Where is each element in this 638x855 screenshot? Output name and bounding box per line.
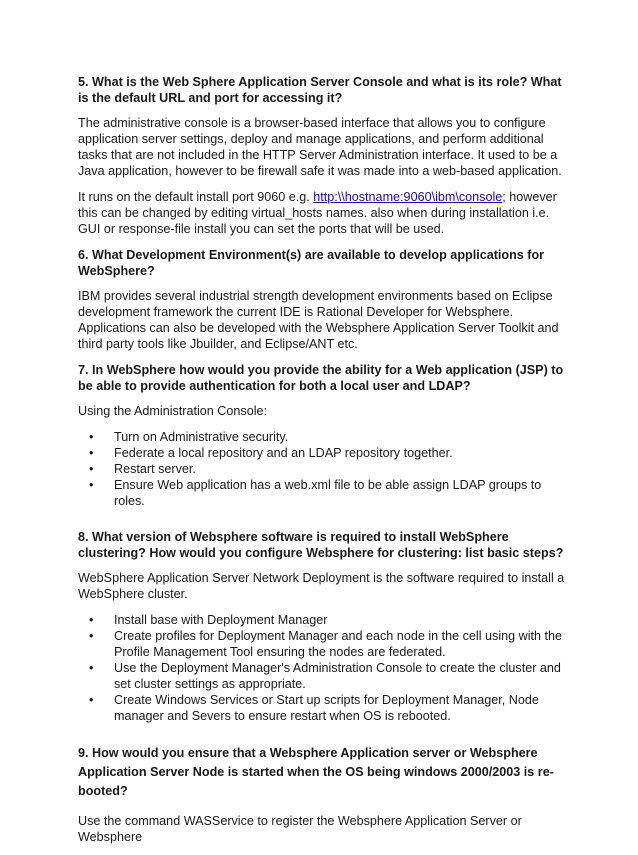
spacer — [78, 519, 568, 529]
answer-text: It runs on the default install port 9060 e.g. — [78, 190, 314, 204]
document-page — [78, 74, 568, 855]
question-6-heading: 6. What Development Environment(s) are available to develop applications for WebSphere? — [78, 248, 545, 278]
list-item: • Turn on Administrative security. — [78, 429, 568, 445]
list-item: • Create profiles for Deployment Manager and each node in the cell using with the Profile Management Tool ensuring the nodes are federated. — [78, 628, 568, 660]
question-5-heading: 5. What is the Web Sphere Application Server Console and what is its role? What is the default URL and port for accessing it? — [78, 75, 562, 105]
question-9-answer-paragraph: Use the command WASService to register the Websphere Application Server or Websphere — [78, 814, 522, 844]
question-9-heading: 9. How would you ensure that a Websphere Application server or Websphere Application Server Node is started when the OS being windows 2000/2003 is re-booted? — [78, 746, 554, 798]
list-item: • Federate a local repository and an LDAP repository together. — [78, 445, 568, 461]
list-item: • Create Windows Services or Start up scripts for Deployment Manager, Node manager and Severs to ensure restart when OS is rebooted. — [78, 692, 568, 724]
question-8-heading: 8. What version of Websphere software is required to install WebSphere clustering? How would you configure Websphere for clustering: list basic steps? — [78, 530, 564, 560]
question-8-steps-list — [78, 612, 568, 724]
question-5-answer-paragraph-1: The administrative console is a browser-based interface that allows you to configure application server settings, deploy and manage applications, and perform additional tasks that are not included in the HTTP Server Administration interface. It used to be a Java application, however to be firewall safe it was made into a web-based application. — [78, 116, 562, 178]
question-8-answer-paragraph: WebSphere Application Server Network Deployment is the software required to install a WebSphere cluster. — [78, 571, 565, 601]
answer-text: ; however this can be changed by editing virtual_hosts names. also when during installation i.e. GUI or response-file install you can set the ports that will be used. — [78, 190, 557, 236]
question-7-answer-paragraph: Using the Administration Console: — [78, 404, 268, 418]
list-item: • Use the Deployment Manager's Administration Console to create the cluster and set cluster settings as appropriate. — [78, 660, 568, 692]
question-7-steps-list — [78, 429, 568, 509]
list-item: • Install base with Deployment Manager — [78, 612, 568, 628]
question-7-heading: 7. In WebSphere how would you provide the ability for a Web application (JSP) to be able to provide authentication for both a local user and LDAP? — [78, 363, 564, 393]
question-5-answer-paragraph-2 — [78, 189, 568, 237]
list-item: • Ensure Web application has a web.xml file to be able assign LDAP groups to roles. — [78, 477, 568, 509]
list-item: • Restart server. — [78, 461, 568, 477]
question-6-answer-paragraph: IBM provides several industrial strength development environments based on Eclipse development framework the current IDE is Rational Developer for Websphere. Applications can also be developed with the Websphere Application Server Toolkit and third party tools like Jbuilder, and Eclipse/ANT etc. — [78, 289, 559, 351]
console-url-link[interactable]: http:\\hostname:9060\ibm\console — [313, 190, 503, 204]
spacer — [78, 734, 568, 744]
